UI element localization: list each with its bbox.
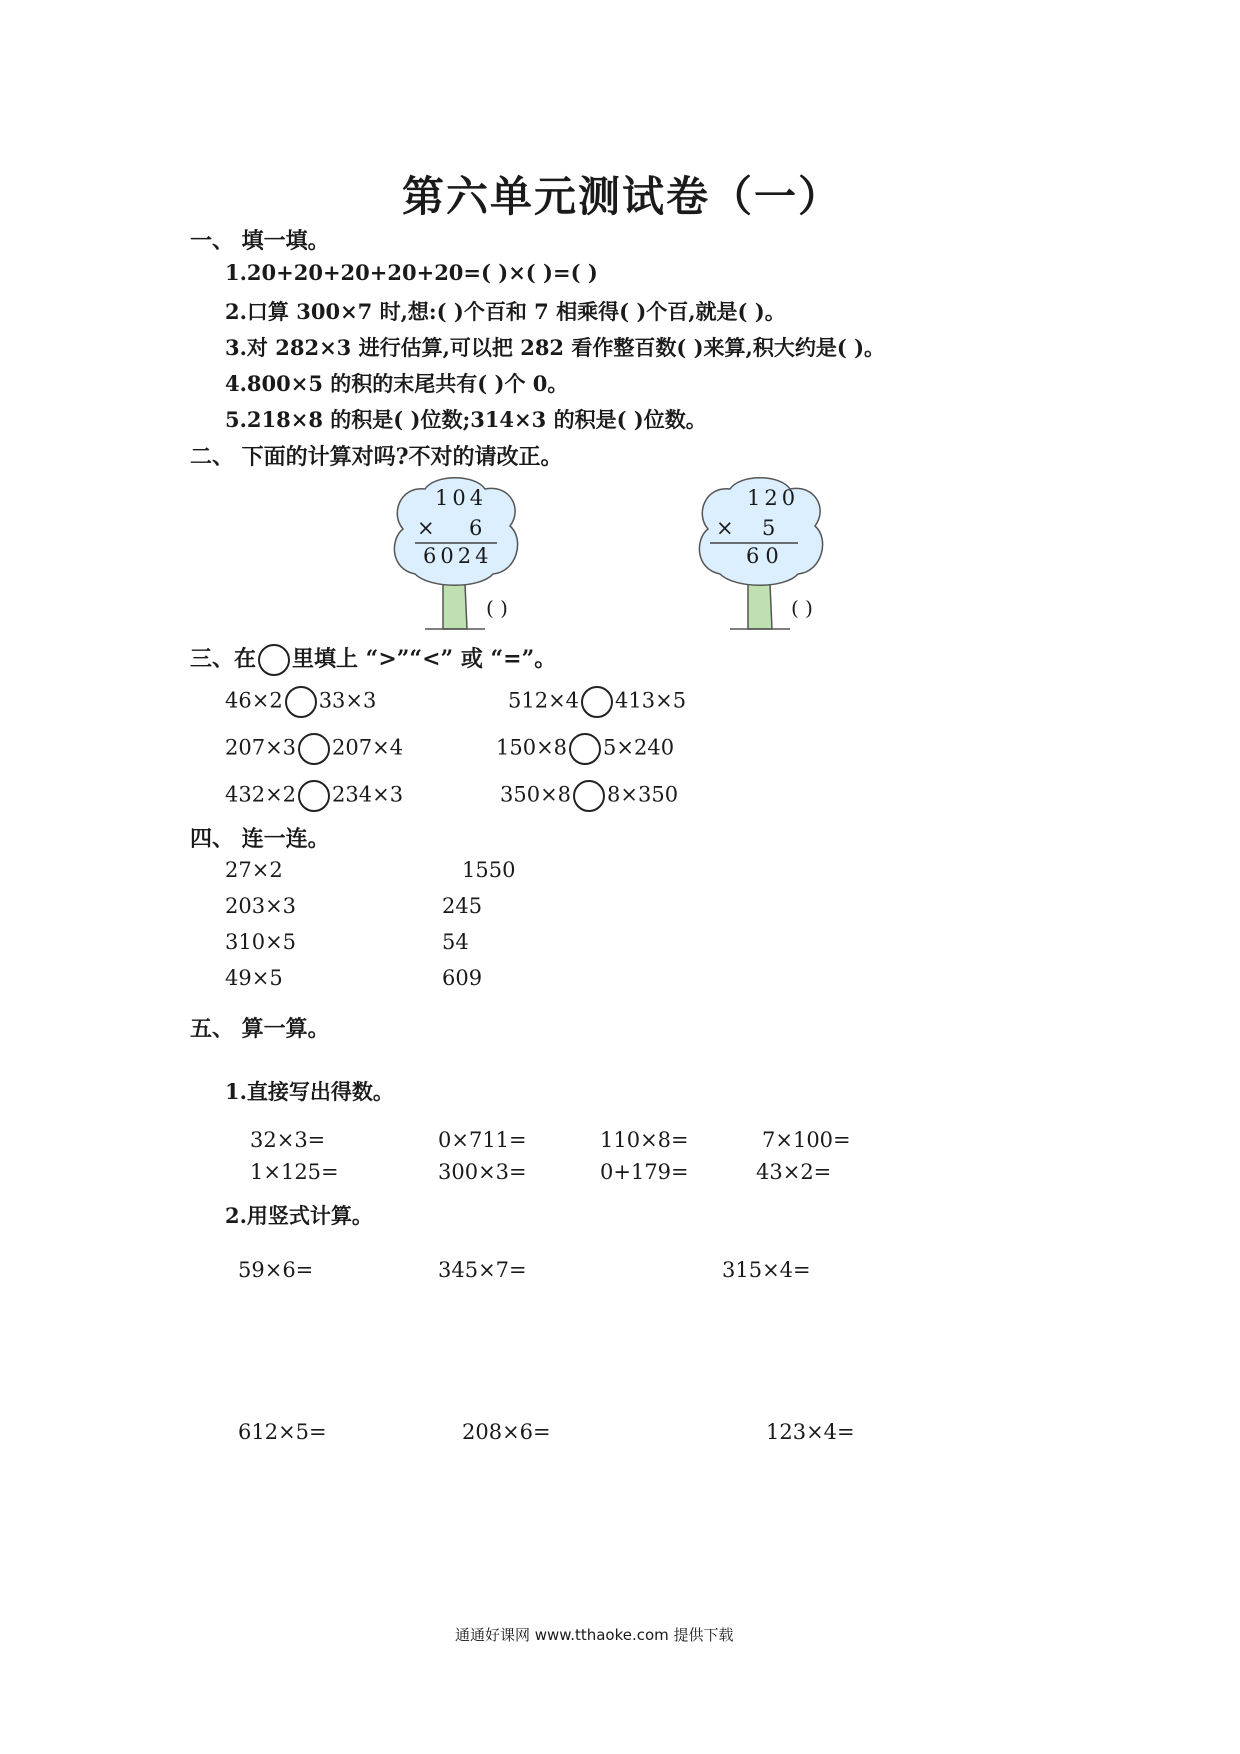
compare-row-1-left: 46×2 33×3 bbox=[225, 686, 376, 718]
compare-row-2-right: 150×8 5×240 bbox=[496, 733, 674, 765]
section-5-heading: 五、 算一算。 bbox=[190, 1016, 330, 1042]
tree2-operator: × bbox=[716, 516, 734, 540]
vertical-2-1: 612×5= bbox=[238, 1420, 327, 1444]
footer-text: 通通好课网 www.tthaoke.com 提供下载 bbox=[455, 1626, 734, 1644]
circle-icon bbox=[258, 644, 290, 676]
tree1-multiplier: 6 bbox=[469, 516, 483, 540]
compare-circle-1[interactable] bbox=[285, 686, 317, 718]
vertical-1-3: 315×4= bbox=[722, 1258, 811, 1282]
match-right-2[interactable]: 245 bbox=[442, 894, 483, 918]
question-1-2: 2.口算 300×7 时,想:( )个百和 7 相乘得( )个百,就是( )。 bbox=[225, 299, 786, 324]
vertical-2-3: 123×4= bbox=[766, 1420, 855, 1444]
tree2-answer-mark[interactable]: ( ) bbox=[791, 596, 813, 620]
oral-1-4: 7×100= bbox=[762, 1128, 851, 1152]
compare-circle-3[interactable] bbox=[298, 733, 330, 765]
section-2-heading: 二、 下面的计算对吗?不对的请改正。 bbox=[190, 444, 563, 470]
tree1-top-number: 104 bbox=[435, 486, 488, 510]
tree2-result: 60 bbox=[746, 544, 785, 568]
question-1-5: 5.218×8 的积是( )位数;314×3 的积是( )位数。 bbox=[225, 407, 707, 432]
compare-circle-2[interactable] bbox=[581, 686, 613, 718]
match-left-1[interactable]: 27×2 bbox=[225, 858, 283, 882]
match-left-3[interactable]: 310×5 bbox=[225, 930, 297, 954]
match-right-3[interactable]: 54 bbox=[442, 930, 469, 954]
compare-circle-6[interactable] bbox=[573, 780, 605, 812]
oral-2-1: 1×125= bbox=[250, 1160, 339, 1184]
tree1-answer-mark[interactable]: ( ) bbox=[486, 596, 508, 620]
oral-2-3: 0+179= bbox=[600, 1160, 689, 1184]
sub-heading-oral: 1.直接写出得数。 bbox=[225, 1079, 394, 1104]
compare-row-3-left: 432×2 234×3 bbox=[225, 780, 403, 812]
vertical-1-1: 59×6= bbox=[238, 1258, 314, 1282]
tree1-operator: × bbox=[417, 516, 435, 540]
page-title: 第六单元测试卷（一） bbox=[402, 172, 843, 221]
tree1-result: 6024 bbox=[423, 544, 493, 568]
match-left-2[interactable]: 203×3 bbox=[225, 894, 297, 918]
tree2-top-number: 120 bbox=[747, 486, 800, 510]
compare-row-1-right: 512×4 413×5 bbox=[508, 686, 686, 718]
oral-1-2: 0×711= bbox=[438, 1128, 527, 1152]
oral-1-3: 110×8= bbox=[600, 1128, 689, 1152]
oral-2-2: 300×3= bbox=[438, 1160, 527, 1184]
compare-row-2-left: 207×3 207×4 bbox=[225, 733, 403, 765]
tree2-multiplier: 5 bbox=[762, 516, 776, 540]
compare-row-3-right: 350×8 8×350 bbox=[500, 780, 678, 812]
sub-heading-vertical: 2.用竖式计算。 bbox=[225, 1203, 373, 1228]
question-1-1: 1.20+20+20+20+20=( )×( )=( ) bbox=[225, 260, 598, 285]
question-1-4: 4.800×5 的积的末尾共有( )个 0。 bbox=[225, 371, 569, 396]
question-1-3: 3.对 282×3 进行估算,可以把 282 看作整百数( )来算,积大约是( )。 bbox=[225, 335, 886, 360]
oral-2-4: 43×2= bbox=[756, 1160, 832, 1184]
section-4-heading: 四、 连一连。 bbox=[190, 826, 330, 852]
section-1-heading: 一、 填一填。 bbox=[190, 228, 330, 254]
compare-circle-5[interactable] bbox=[298, 780, 330, 812]
match-right-1[interactable]: 1550 bbox=[462, 858, 516, 882]
vertical-2-2: 208×6= bbox=[462, 1420, 551, 1444]
vertical-1-2: 345×7= bbox=[438, 1258, 527, 1282]
compare-circle-4[interactable] bbox=[569, 733, 601, 765]
match-right-4[interactable]: 609 bbox=[442, 966, 483, 990]
section-3-heading: 三、在 里填上 “>”“<” 或 “=”。 bbox=[190, 642, 556, 676]
oral-1-1: 32×3= bbox=[250, 1128, 326, 1152]
match-left-4[interactable]: 49×5 bbox=[225, 966, 283, 990]
